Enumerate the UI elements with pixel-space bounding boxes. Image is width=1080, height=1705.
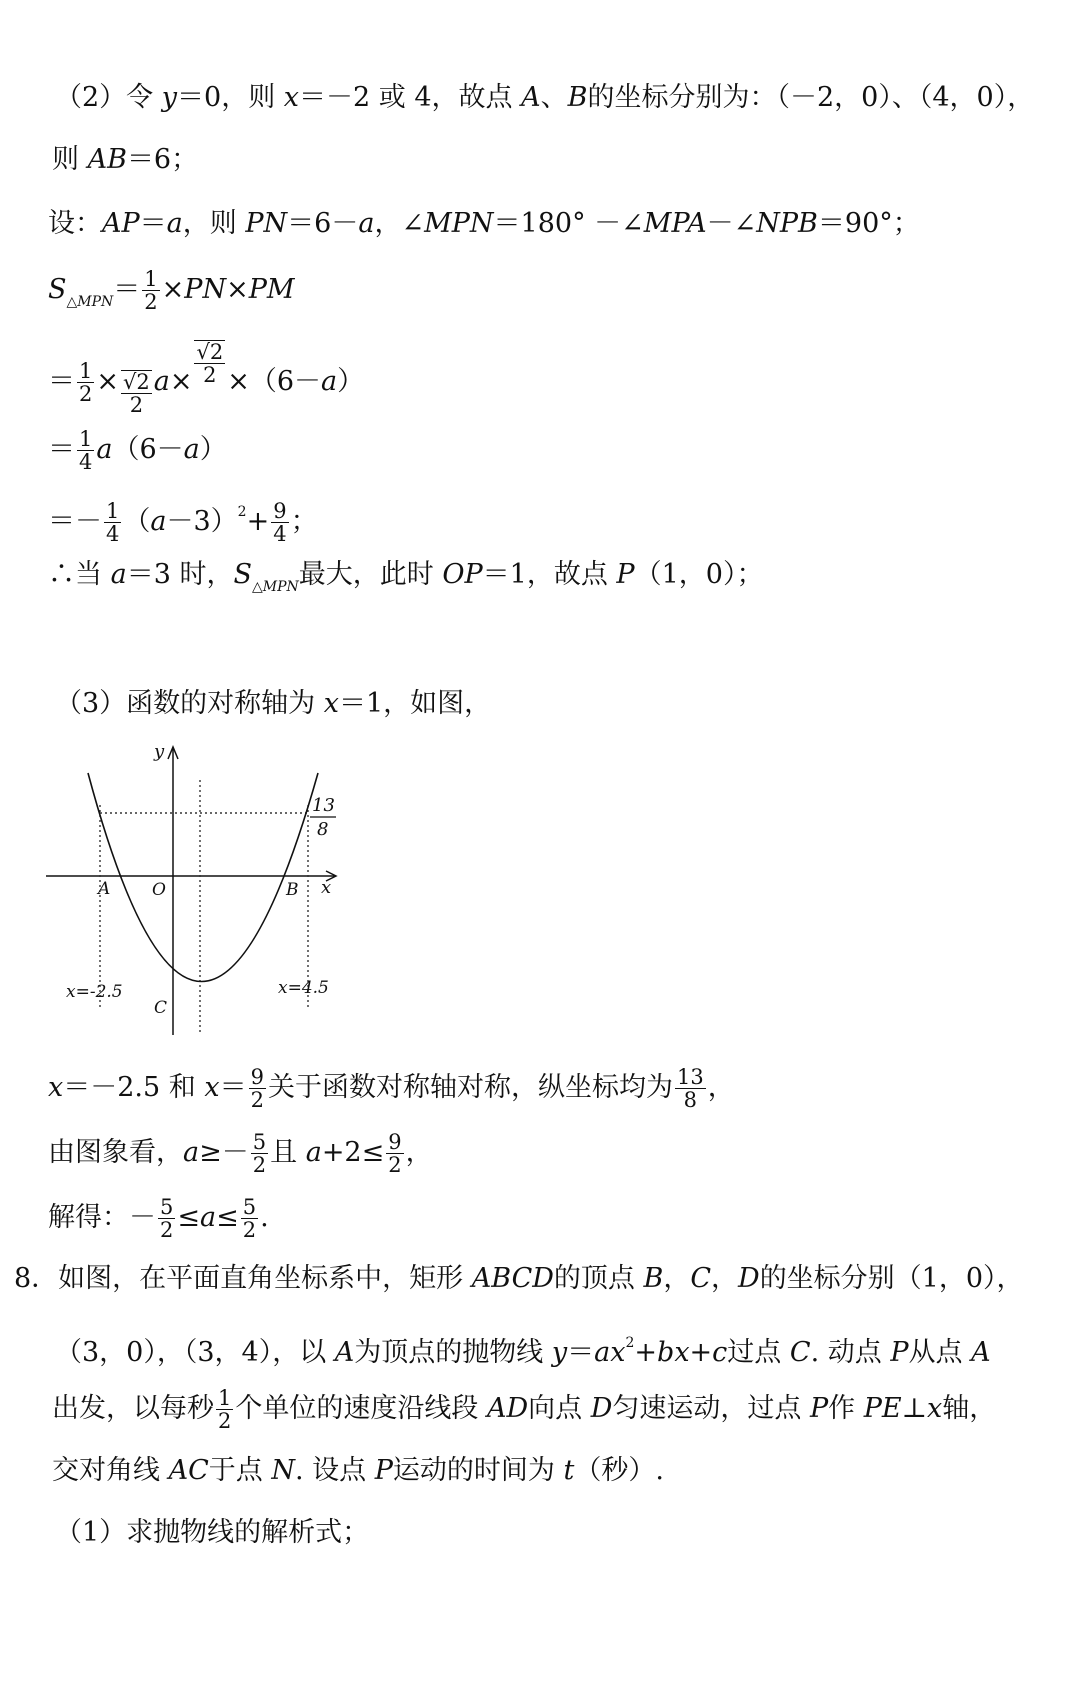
part3-line2	[48, 1066, 735, 1111]
text-span: a	[150, 506, 167, 537]
text-span: 9	[273, 499, 287, 523]
fraction	[194, 340, 225, 386]
text-span: 设：	[48, 208, 102, 239]
text-span: ＝－	[48, 506, 102, 537]
text-span: D	[738, 1263, 760, 1294]
text-span: ×	[161, 274, 185, 305]
text-span: ≤	[177, 1202, 200, 1233]
text-span: B	[643, 1263, 664, 1294]
text-span: 交对角线	[52, 1455, 169, 1486]
text-span: ＝180° －∠	[493, 208, 644, 239]
text-span: a	[200, 1202, 217, 1233]
text-span: a	[305, 1137, 322, 1168]
text-span: ＝	[567, 1337, 595, 1368]
text-span: ∴当	[48, 559, 111, 590]
text-span: 9	[250, 1065, 264, 1089]
text-span: A	[971, 1337, 991, 1368]
text-span: 过点	[727, 1337, 790, 1368]
text-span: N	[271, 1455, 295, 1486]
text-span: AC	[168, 1455, 209, 1486]
text-span: ＝1，如图，	[339, 688, 492, 719]
text-span: 2	[203, 363, 217, 387]
text-span: （秒）.	[574, 1455, 664, 1486]
text-span: PM	[248, 274, 295, 305]
text-span: 轴，	[942, 1393, 997, 1424]
text-span: 2	[388, 1153, 402, 1177]
text-span: 解得：－	[48, 1202, 156, 1233]
text-span: t	[563, 1455, 575, 1486]
right-line-label: x=4.5	[278, 978, 329, 998]
fraction	[251, 1131, 268, 1176]
part2-line6	[48, 428, 227, 473]
text-span: 1	[106, 499, 120, 523]
text-span: 4	[79, 450, 93, 474]
text-span: 13	[676, 1065, 704, 1089]
text-span: （3）函数的对称轴为	[55, 688, 324, 719]
origin-label: O	[152, 880, 166, 900]
text-span: 个单位的速度沿线段	[235, 1393, 487, 1424]
text-span: 1	[79, 359, 93, 383]
text-span: ＝－2 或 4，故点	[299, 82, 522, 113]
text-span: 2	[160, 1218, 174, 1242]
text-span: 5	[242, 1195, 257, 1219]
part2-line4	[48, 268, 295, 322]
text-span: a	[166, 208, 183, 239]
text-span: P	[374, 1455, 393, 1486]
text-span: 从点	[908, 1337, 972, 1368]
text-span: ，	[663, 1263, 691, 1294]
text-span: x	[204, 1072, 220, 1103]
part2-line5	[48, 340, 364, 416]
text-span: 、	[540, 82, 568, 113]
text-span: a	[183, 1137, 200, 1168]
text-span: S	[233, 559, 252, 590]
fraction	[271, 500, 288, 545]
text-span: A	[521, 82, 541, 113]
text-span: 5	[160, 1195, 174, 1219]
text-span: ＝	[48, 434, 75, 465]
text-span: ax	[594, 1337, 626, 1368]
text-span: x	[927, 1393, 943, 1424]
text-span: 2	[79, 382, 93, 406]
text-span: P	[890, 1337, 909, 1368]
text-span: . 动点	[810, 1337, 891, 1368]
text-span: 于点	[208, 1455, 272, 1486]
text-span: （3，0），（3，4），以	[55, 1337, 335, 1368]
text-span: MPN	[424, 208, 494, 239]
part2-line8	[48, 555, 763, 607]
text-span: 的坐标分别（1，0），	[759, 1263, 1024, 1294]
text-span: 由图象看，	[48, 1137, 183, 1168]
text-span: 匀速运动，过点	[612, 1393, 810, 1424]
text-span: 2	[252, 1153, 267, 1177]
fraction	[77, 428, 94, 473]
point-b-label: B	[286, 880, 299, 900]
text-span: c	[712, 1337, 728, 1368]
text-span: ×	[226, 274, 249, 305]
text-span: ，则	[182, 208, 246, 239]
text-span: ＝6；	[126, 144, 199, 175]
text-span: AD	[486, 1393, 529, 1424]
text-span: .	[260, 1202, 269, 1233]
text-span: （1）求抛物线的解析式；	[55, 1517, 370, 1548]
left-line-label: x=-2.5	[66, 982, 123, 1002]
point-a-label: A	[98, 879, 111, 899]
fraction	[249, 1066, 266, 1111]
text-span: 向点	[528, 1393, 591, 1424]
value-numerator: 13	[312, 795, 335, 816]
text-span: √2	[196, 340, 224, 364]
text-span: 1	[144, 267, 158, 291]
text-span: PE	[863, 1393, 902, 1424]
fraction	[216, 1387, 233, 1432]
text-span: 1	[218, 1386, 232, 1410]
text-span: y	[551, 1337, 568, 1368]
fraction	[77, 360, 94, 405]
part2-line1	[55, 78, 1034, 118]
text-span: 2	[250, 1088, 264, 1112]
text-span: 出发，以每秒	[52, 1393, 214, 1424]
text-span: 2	[129, 393, 144, 417]
text-span: 运动的时间为	[392, 1455, 564, 1486]
fraction	[158, 1196, 175, 1241]
text-span: +	[246, 506, 270, 537]
text-span: a	[321, 366, 338, 397]
text-span: 8．如图，在平面直角坐标系中，矩形	[14, 1263, 472, 1294]
text-span: ＝1，故点	[482, 559, 617, 590]
point-c-label: C	[154, 998, 168, 1018]
text-span: 的顶点	[553, 1263, 644, 1294]
text-span: a	[358, 208, 375, 239]
part3-line1	[55, 684, 491, 724]
text-span: （6－	[112, 434, 184, 465]
text-span: 作	[828, 1393, 864, 1424]
text-span: ≥－	[199, 1137, 249, 1168]
text-span: 的坐标分别为：（－2，0）、（4，0），	[587, 82, 1035, 113]
text-span: √2	[123, 370, 150, 394]
text-span: ，∠	[374, 208, 425, 239]
text-span: ×	[169, 366, 193, 397]
text-span: P	[616, 559, 635, 590]
text-span: 5	[252, 1130, 267, 1154]
text-span: MPA	[643, 208, 707, 239]
text-span: ABCD	[471, 1263, 554, 1294]
fraction	[386, 1131, 403, 1176]
text-span: PN	[184, 274, 227, 305]
text-span: ，	[711, 1263, 739, 1294]
fraction	[104, 500, 121, 545]
text-span: 则	[52, 144, 88, 175]
text-span: 最大，此时	[298, 559, 443, 590]
fraction	[121, 370, 152, 416]
text-span: NPB	[756, 208, 818, 239]
text-span: ＝3 时，	[126, 559, 234, 590]
text-span: 4	[273, 522, 287, 546]
text-span: C	[789, 1337, 811, 1368]
text-span: 1	[79, 427, 93, 451]
q8-line5	[55, 1513, 369, 1553]
text-span: ）	[337, 366, 365, 397]
text-span: ＝	[219, 1072, 247, 1103]
fraction	[142, 268, 159, 313]
text-span: x	[48, 1072, 64, 1103]
text-span: y	[161, 82, 178, 113]
text-span: C	[690, 1263, 712, 1294]
text-span: a	[110, 559, 127, 590]
text-span: AP	[102, 208, 140, 239]
text-span: ×	[96, 366, 119, 397]
text-span: －∠	[706, 208, 757, 239]
text-span: ，	[707, 1072, 735, 1103]
text-span: D	[590, 1393, 613, 1424]
text-span: ＝	[139, 208, 167, 239]
part2-line2	[52, 140, 198, 180]
text-span: 9	[388, 1130, 402, 1154]
text-span: △MPN	[66, 294, 114, 310]
text-span: ＝0，则	[177, 82, 284, 113]
part2-line3	[48, 204, 920, 244]
fraction	[241, 1196, 258, 1241]
text-span: x	[283, 82, 300, 113]
text-span: ＝	[113, 274, 141, 305]
value-denominator: 8	[317, 819, 329, 840]
text-span: 关于函数对称轴对称，纵坐标均为	[267, 1072, 673, 1103]
part2-line7	[48, 492, 318, 545]
q8-line1	[14, 1259, 1024, 1299]
text-span: 为顶点的抛物线	[354, 1337, 552, 1368]
q8-line4	[52, 1451, 664, 1491]
part3-line4	[48, 1196, 269, 1241]
text-span: A	[334, 1337, 355, 1368]
text-span: 2	[237, 504, 247, 520]
text-span: +	[634, 1337, 658, 1368]
text-span: ，	[405, 1137, 433, 1168]
text-span: －3）	[166, 506, 238, 537]
text-span: P	[809, 1393, 829, 1424]
part3-line3	[48, 1131, 433, 1176]
text-span: a	[96, 434, 113, 465]
q8-line3	[52, 1387, 996, 1432]
text-span: +2≤	[321, 1137, 385, 1168]
text-span: 且	[270, 1137, 306, 1168]
text-span: +	[689, 1337, 713, 1368]
text-span: x	[323, 688, 339, 719]
parabola-curve	[88, 773, 318, 982]
text-span: OP	[442, 559, 483, 590]
text-span: . 设点	[294, 1455, 375, 1486]
text-span: B	[567, 82, 588, 113]
text-span: 8	[683, 1088, 697, 1112]
text-span: PN	[245, 208, 288, 239]
text-span: （	[123, 506, 151, 537]
fraction	[675, 1066, 706, 1111]
text-span: 2	[625, 1335, 635, 1351]
text-span: （2）令	[55, 82, 162, 113]
text-span: ＝－2.5 和	[63, 1072, 205, 1103]
text-span: ⊥	[901, 1393, 928, 1424]
text-span: 2	[242, 1218, 257, 1242]
text-span: 2	[144, 290, 158, 314]
text-span: （1，0）；	[634, 559, 764, 590]
text-span: △MPN	[251, 579, 299, 595]
text-span: 4	[106, 522, 120, 546]
text-span: 2	[218, 1409, 232, 1433]
text-span: bx	[657, 1337, 690, 1368]
text-span: ）	[199, 434, 227, 465]
text-span: ；	[290, 506, 318, 537]
text-span: a	[153, 366, 170, 397]
text-span: AB	[87, 144, 127, 175]
q8-line2	[55, 1323, 991, 1373]
text-span: ≤	[216, 1202, 239, 1233]
text-span: ＝	[48, 366, 75, 397]
text-span: S	[48, 274, 67, 305]
text-span: a	[183, 434, 200, 465]
text-span: ＝90°；	[817, 208, 920, 239]
text-span: ×（6－	[227, 366, 322, 397]
y-axis-label: y	[154, 741, 165, 762]
x-axis-label: x	[321, 877, 332, 898]
text-span: ＝6－	[287, 208, 359, 239]
parabola-figure	[40, 735, 350, 1045]
